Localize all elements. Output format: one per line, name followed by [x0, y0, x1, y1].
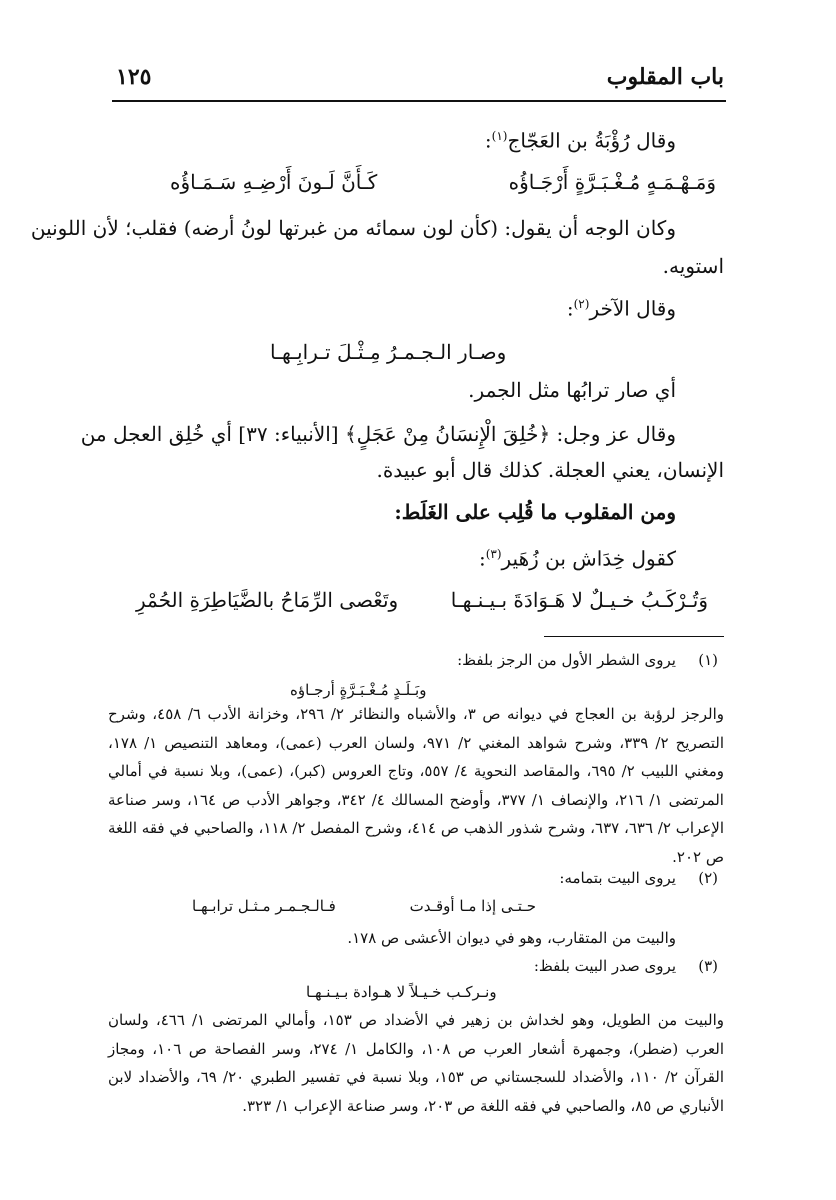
quote-intro-text: وقال رُؤْبَةُ بن العَجّاج: [507, 128, 676, 153]
paragraph-1-line-2: استويه.: [662, 254, 724, 278]
colon: :: [484, 128, 492, 153]
verse-3-second-hemistich: وتَعْصى الرِّمَاحُ بالضَّيَاطِرَةِ الحُمْرِ: [136, 588, 399, 612]
quote-intro-khidash: [479, 540, 676, 573]
footnote-2-intro: يروى البيت بتمامه:: [559, 869, 676, 887]
colon: :: [566, 296, 574, 321]
footnote-2-verse-first: حـتـى إذا مـا أوقـدت: [409, 897, 536, 915]
header-rule: [112, 100, 726, 102]
footnote-rule: [544, 636, 724, 637]
verse-1-second-hemistich: كَـأَنَّ لَـونَ أَرْضِـهِ سَـمَـاؤُه: [170, 170, 378, 194]
footnote-ref-3[interactable]: (٣): [485, 547, 502, 561]
chapter-title: باب المقلوب: [606, 64, 724, 90]
paragraph-3-line-2: الإنسان، يعني العجلة. كذلك قال أبو عبيدة.: [376, 458, 724, 482]
footnote-1-intro: يروى الشطر الأول من الرجز بلفظ:: [457, 651, 676, 669]
quote-intro-text: كقول خِدَاش بن زُهَير: [501, 546, 676, 571]
footnote-1-verse: وبَـلَـدٍ مُـغْـبَـرَّةٍ أرجـاؤه: [290, 681, 427, 699]
footnote-1-number: (١): [698, 651, 718, 669]
footnote-3-text: والبيت من الطويل، وهو لخداش بن زهير في الأضداد ص ١٥٣، وأمالي المرتضى ١/ ٤٦٦، ولسان العرب (ضطر)، وجمهرة أشعار العرب ص ١٠٨، والكامل ١/ ٢٧٤، وسر الفصاحة ص ١٠٦، ومجاز القرآن ٢/ ١١٠، والأضداد للسجستاني ص ١٥٣، وبلا نسبة في تفسير الطبري ٢٠/ ٦٩، والأضداد لابن الأنباري ص ٨٥، والصاحبي في فقه اللغة ص ٢٠٣، وسر صناعة الإعراب ١/ ٣٢٣.: [108, 1011, 725, 1115]
page-number: ١٢٥: [116, 64, 152, 90]
footnote-2-text: والبيت من المتقارب، وهو في ديوان الأعشى ص ١٧٨.: [347, 929, 676, 947]
quote-intro-text: وقال الآخر: [589, 296, 676, 321]
footnote-1-text: والرجز لرؤبة بن العجاج في ديوانه ص ٣، والأشباه والنظائر ٢/ ٢٩٦، وخزانة الأدب ٦/ ٤٥٨، وشرح التصريح ٢/ ٣٣٩، وشرح شواهد المغني ٢/ ٩٧١، ولسان العرب (عمى)، ومعاهد التنصيص ١/ ١٧٨، ومغني اللبيب ٢/ ٦٩٥، والمقاصد النحوية ٤/ ٥٥٧، وتاج العروس (كبر)، (عمى)، وبلا نسبة في أمالي المرتضى ١/ ٢١٦، والإنصاف ١/ ٣٧٧، وأوضح المسالك ٤/ ٣٤٢، وجواهر الأدب ص ١٦٤، وسر صناعة الإعراب ٢/ ٦٣٦، ٦٣٧، وشرح شذور الذهب ص ٤١٤، وشرح المفصل ٢/ ١١٨، والصاحبي في فقه اللغة ص ٢٠٢.: [108, 705, 724, 866]
footnote-ref-1[interactable]: (١): [491, 129, 508, 143]
footnote-2-number: (٢): [698, 869, 718, 887]
quote-intro-ruba: [485, 122, 676, 155]
verse-3-first-hemistich: وَتُـرْكَـبُ خـيـلٌ لا هَـوَادَةَ بـيـنـهـا: [450, 588, 708, 612]
colon: :: [478, 546, 486, 571]
footnote-3-intro: يروى صدر البيت بلفظ:: [533, 957, 676, 975]
paragraph-1-line-1: وكان الوجه أن يقول: (كأن لون سمائه من غبرتها لونُ أرضه) فقلب؛ لأن اللونين: [30, 216, 676, 240]
paragraph-3-line-1: وقال عز وجل: ﴿خُلِقَ الْإِنسَانُ مِنْ عَجَلٍ﴾ [الأنبياء: ٣٧] أي خُلِق العجل من: [80, 422, 676, 446]
footnote-3-verse: ونـركـب خـيـلاً لا هـوادة بـيـنـهـا: [306, 983, 497, 1001]
quote-intro-other: [567, 290, 676, 323]
footnote-ref-2[interactable]: (٢): [573, 297, 590, 311]
footnote-3-number: (٣): [698, 957, 718, 975]
verse-1-first-hemistich: وَمَـهْـمَـهٍ مُـغْـبَـرَّةٍ أَرْجَـاؤُه: [508, 170, 716, 194]
footnote-2-verse-second: فـالـجـمـر مـثـل ترابـهـا: [192, 897, 336, 915]
verse-2: وصـار الـجـمـرُ مِـثْـلَ تـرابِـهـا: [270, 340, 507, 364]
section-heading: ومن المقلوب ما قُلِب على الغَلَط:: [394, 500, 676, 524]
paragraph-2: أي صار ترابُها مثل الجمر.: [468, 378, 676, 402]
